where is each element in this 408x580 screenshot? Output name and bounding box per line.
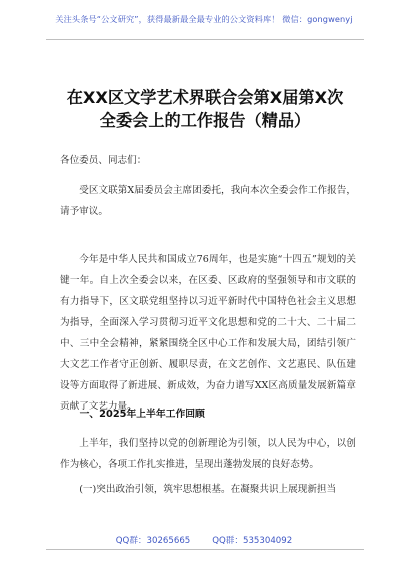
subsection-start: (一)突出政治引领，筑牢思想根基。在凝聚共识上展现新担当 xyxy=(79,484,337,495)
salutation: 各位委员、同志们： xyxy=(60,155,147,166)
paragraph-intro: 受区文联第X届委员会主席团委托，我向本次全委会作工作报告，请予审议。 xyxy=(60,185,356,217)
section-heading: 一、2025年上半年工作回顾 xyxy=(79,409,205,420)
section-paragraph: 上半年，我们坚持以党的创新理论为引领，以人民为中心，以创作为核心，各项工作扎实推进，呈现出蓬勃发展的良好态势。 xyxy=(60,438,356,470)
footer-qq-group-2: QQ群：535304092 xyxy=(212,536,293,546)
footer-divider xyxy=(46,549,364,550)
footer-qq-group-1: QQ群：30265665 xyxy=(115,536,191,546)
title-line-2: 全委会上的工作报告（精品） xyxy=(99,111,311,130)
footer-contacts xyxy=(0,534,408,546)
paragraph-overview: 今年是中华人民共和国成立76周年，也是实施“十四五”规划的关键一年。自上次全委会以来，在区委、区政府的坚强领导和市文联的有力指导下，区文联党组坚持以习近平新时代中国特色社会主义思想为指导，全面深入学习贯彻习近平文化思想和党的二十大、二十届二中、三中全会精神，紧紧围绕全区中心工作和发展大局，团结引领广大文艺工作者守正创新、履职尽责，在文艺创作、文艺惠民、队伍建设等方面取得了新进展、新成效，为奋力谱写XX区高质量发展新篇章贡献了文艺力量。 xyxy=(60,254,356,412)
document-title xyxy=(40,86,370,132)
header-divider xyxy=(46,39,364,40)
header-banner: 关注头条号“公文研究”，获得最新最全最专业的公文资料库！ 微信：gongwenyj xyxy=(55,14,353,24)
title-line-1: 在XX区文学艺术界联合会第X届第X次 xyxy=(66,88,344,107)
